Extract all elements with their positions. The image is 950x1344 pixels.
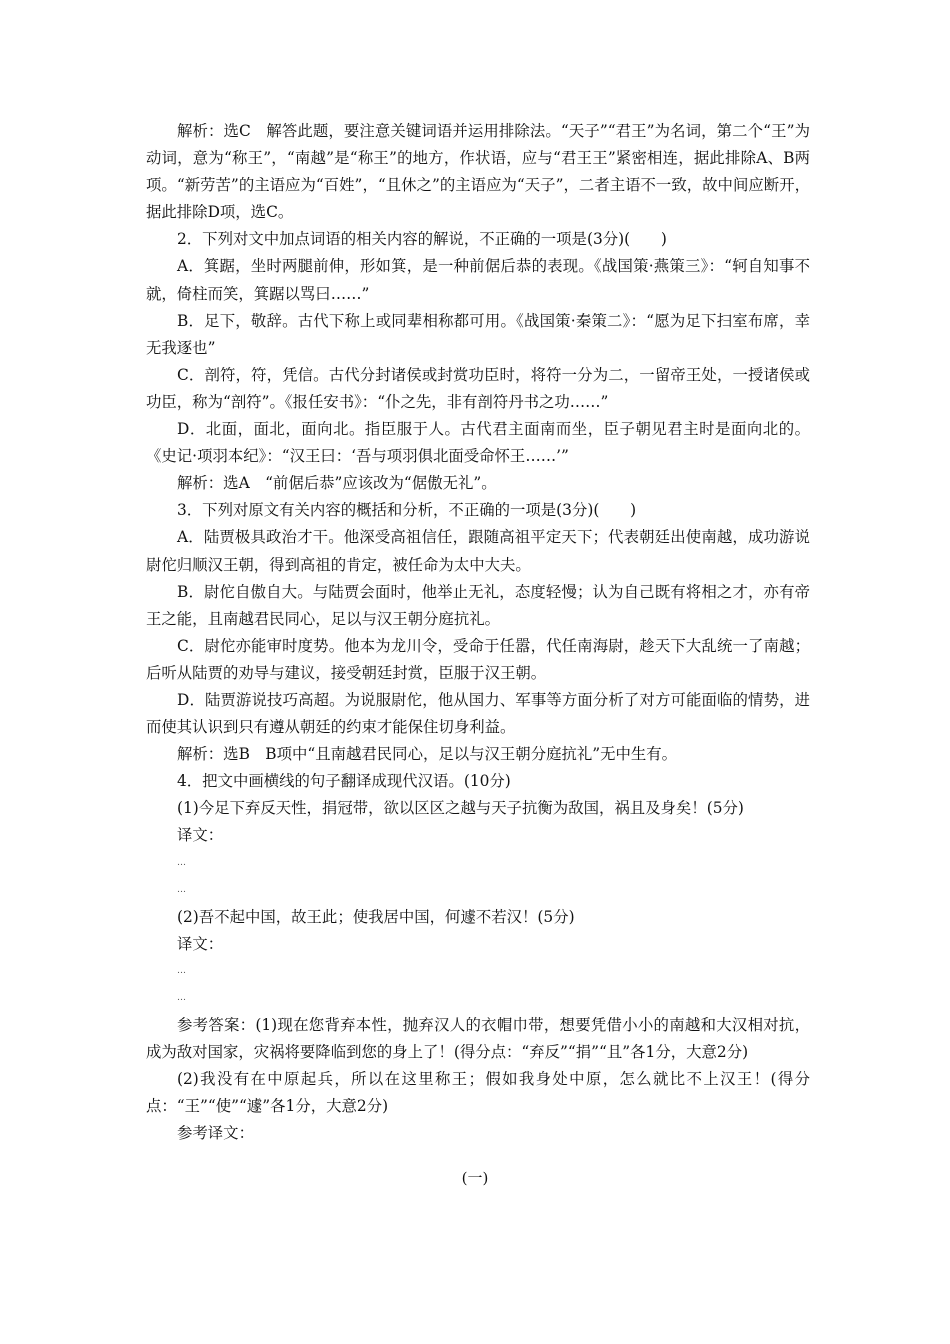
question-3-option-a: A．陆贾极具政治才干。他深受高祖信任，跟随高祖平定天下；代表朝廷出使南越，成功游说尉佗归顺汉王朝，得到高祖的肯定，被任命为太中大夫。 <box>146 528 810 574</box>
question-3-option-d: D．陆贾游说技巧高超。为说服尉佗，他从国力、军事等方面分析了对方可能面临的情势，进而使其认识到只有遵从朝廷的约束才能保住切身利益。 <box>146 690 810 737</box>
question-3-option-b: B．尉佗自傲自大。与陆贾会面时，他举止无礼，态度轻慢；认为自己既有将相之才，亦有帝王之能，且南越君民同心，足以与汉王朝分庭抗礼。 <box>146 582 810 628</box>
question-2-option-a: A．箕踞，坐时两腿前伸，形如箕，是一种前倨后恭的表现。《战国策·燕策三》：“轲自知事不就，倚柱而笑，箕踞以骂曰……” <box>146 257 810 303</box>
paragraph-analysis-q2: 解析：选A “前倨后恭”应该改为“倨傲无礼”。 <box>177 474 497 493</box>
question-3-option-c: C．尉佗亦能审时度势。他本为龙川令，受命于任嚣，代任南海尉，趁天下大乱统一了南越；后听从陆贾的劝导与建议，接受朝廷封赏，臣服于汉王朝。 <box>146 636 810 682</box>
question-2-option-b: B．足下，敬辞。古代下称上或同辈相称都可用。《战国策·秦策二》：“愿为足下扫室布席，幸无我逐也” <box>146 311 810 357</box>
question-2-option-c: C．剖符，符，凭信。古代分封诸侯或封赏功臣时，将符一分为二，一留帝王处，一授诸侯或功臣，称为“剖符”。《报任安书》：“仆之先，非有剖符丹书之功……” <box>146 365 810 411</box>
question-4-stem: 4．把文中画横线的句子翻译成现代汉语。(10分) <box>177 772 511 791</box>
answer-line: … <box>177 965 187 976</box>
document-body <box>146 118 810 1148</box>
translation-label-1: 译文： <box>177 826 224 845</box>
paragraph-analysis-q3: 解析：选B B项中“且南越君民同心，足以与汉王朝分庭抗礼”无中生有。 <box>177 745 678 764</box>
paragraph-analysis-q1: 解析：选C 解答此题，要注意关键词语并运用排除法。“天子”“君王”为名词，第二个“王”为动词，意为“称王”，“南越”是“称王”的地方，作状语，应与“君王王”紧密相连，据此排除A、B两项。“新劳苦”的主语应为“百姓”，“且休之”的主语应为“天子”，二者主语不一致，故中间应断开，据此排除D项，选C。 <box>146 122 810 222</box>
question-4-sentence-2: (2)吾不起中国，故王此；使我居中国，何遽不若汉！(5分) <box>177 907 575 926</box>
question-2-stem: 2．下列对文中加点词语的相关内容的解说，不正确的一项是(3分)( ) <box>177 230 667 249</box>
translation-label-2: 译文： <box>177 934 224 953</box>
reference-translation-label: 参考译文： <box>177 1124 254 1143</box>
answer-line: … <box>177 857 187 868</box>
answer-line: … <box>177 993 187 1003</box>
reference-answer-1: 参考答案：(1)现在您背弃本性，抛弃汉人的衣帽巾带，想要凭借小小的南越和大汉相对抗，成为敌对国家，灾祸将要降临到您的身上了！(得分点：“弃反”“捐”“且”各1分，大意2分) <box>146 1016 810 1062</box>
question-4-sentence-1: (1)今足下弃反天性，捐冠带，欲以区区之越与天子抗衡为敌国，祸且及身矣！(5分) <box>177 799 744 818</box>
page-number: (一) <box>461 1169 489 1187</box>
answer-line: … <box>177 884 187 895</box>
question-2-option-d: D．北面，面北，面向北。指臣服于人。古代君主面南而坐，臣子朝见君主时是面向北的。《史记·项羽本纪》：“汉王曰：‘吾与项羽俱北面受命怀王……’” <box>146 420 810 466</box>
reference-answer-2: (2)我没有在中原起兵，所以在这里称王；假如我身处中原，怎么就比不上汉王！(得分点：“王”“使”“遽”各1分，大意2分) <box>146 1070 810 1116</box>
question-3-stem: 3．下列对原文有关内容的概括和分析，不正确的一项是(3分)( ) <box>177 501 637 520</box>
